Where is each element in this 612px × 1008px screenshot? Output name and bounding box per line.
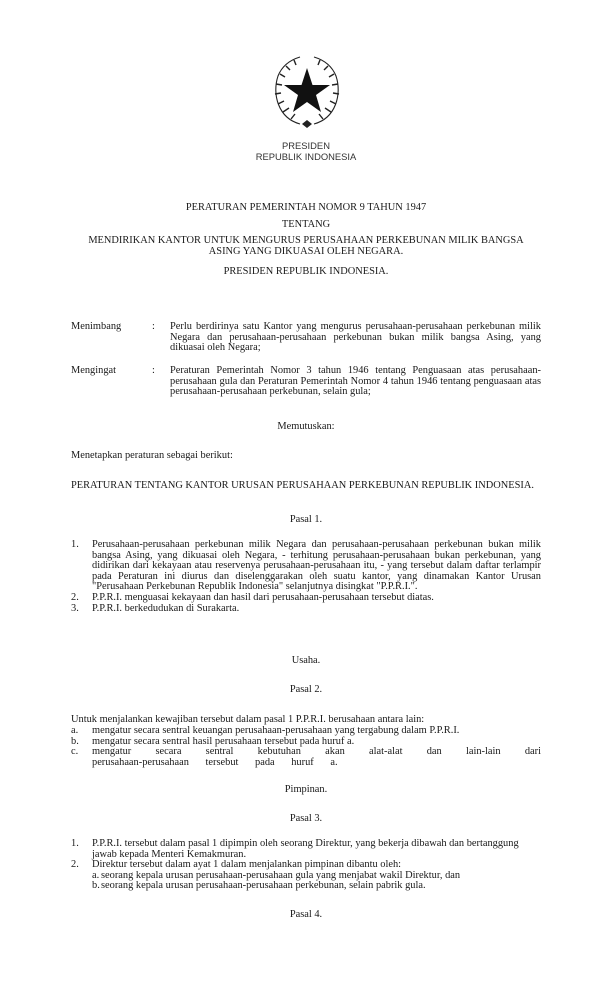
pasal3-list [71, 839, 541, 892]
title-line1: PERATURAN PEMERINTAH NOMOR 9 TAHUN 1947 [185, 202, 427, 213]
section-pimpinan: Pimpinan. [284, 784, 328, 795]
sub-item-text: seorang kepala urusan perusahaan-perusahaan perkebunan, selain pabrik gula. [101, 880, 426, 892]
item-text: P.P.R.I. menguasai kekayaan dan hasil dari perusahaan-perusahaan tersebut diatas. [92, 591, 434, 603]
item-letter: c. [71, 746, 79, 758]
pasal3-heading: Pasal 3. [289, 813, 323, 824]
list-item [71, 747, 541, 768]
item-number: 1. [71, 838, 79, 849]
title-line4: ASING YANG DIKUASAI OLEH NEGARA. [208, 246, 404, 257]
consideration-text: Peraturan Pemerintah Nomor 3 tahun 1946 tentang Penguasaan atas perusahaan-perusahaan gula dan Peraturan Pemerintah Nomor 4 tahun 1946 tentang penguasaan atas perusahaan-perusahaan perkebunan, selain gula; [170, 365, 541, 398]
item-text: mengatur secara sentral keuangan perusahaan-perusahaan yang tergabung dalam P.P.R.I. [92, 725, 460, 736]
section-usaha: Usaha. [291, 655, 321, 666]
list-item [71, 593, 541, 604]
list-item [71, 839, 541, 860]
enact-text: Menetapkan peraturan sebagai berikut: [71, 450, 233, 461]
pasal2-intro: Untuk menjalankan kewajiban tersebut dalam pasal 1 P.P.R.I. berusahaan antara lain: [71, 714, 425, 725]
consideration-menimbang [71, 322, 541, 356]
item-number: 2. [71, 859, 79, 871]
item-text: P.P.R.I. tersebut dalam pasal 1 dipimpin oleh seorang Direktur, yang bekerja dibawah dan bertanggung jawab kepada Menteri Kemakmuran. [92, 838, 519, 860]
sub-item-text: seorang kepala urusan perusahaan-perusahaan gula yang menjabat wakil Direktur, dan [101, 869, 461, 881]
pasal1-list [71, 540, 541, 614]
pasal2-heading: Pasal 2. [289, 684, 323, 695]
item-text: P.P.R.I. berkedudukan di Surakarta. [92, 602, 240, 614]
list-item [71, 726, 541, 737]
item-letter: a. [71, 725, 79, 736]
header-line2: REPUBLIK INDONESIA [255, 151, 357, 162]
sub-item [92, 881, 541, 892]
consideration-label: Mengingat [71, 365, 117, 376]
consideration-label: Menimbang [71, 321, 122, 332]
pasal2-list [71, 726, 541, 768]
item-number: 3. [71, 602, 79, 614]
colon: : [152, 365, 155, 376]
consideration-text: Perlu berdirinya satu Kantor yang mengurus perusahaan-perusahaan perkebunan milik Negara dan perusahaan-perusahaan perkebunan bukan milik bangsa Asing, yang dikuasai oleh Negara; [170, 321, 541, 354]
list-item [71, 604, 541, 615]
regulation-title: PERATURAN TENTANG KANTOR URUSAN PERUSAHAAN PERKEBUNAN REPUBLIK INDONESIA. [71, 480, 534, 491]
sub-item-letter: b. [92, 880, 100, 892]
decision-heading: Memutuskan: [277, 421, 335, 432]
issuer: PRESIDEN REPUBLIK INDONESIA. [223, 266, 389, 277]
item-text: Perusahaan-perusahaan perkebunan milik Negara dan perusahaan-perusahaan perkebunan bukan milik bangsa Asing, yang dikuasai oleh Negara, - terhitung perusahaan-perusahaan bukan perkebunan, yang didirikan dari kekayaan atau reservenya perusahaan-perusahaan itu, - yang tersebut dalam daftar terlampir pada Peraturan ini diurus dan diselenggarakan oleh suatu kantor, yang dinamakan Kantor Urusan "Perusahaan Perkebunan Republik Indonesia" selanjutnya disingkat "P.P.R.I.". [92, 539, 541, 593]
pasal1-heading: Pasal 1. [289, 514, 323, 525]
pasal4-heading: Pasal 4. [289, 909, 323, 920]
item-text: mengatur secara sentral hasil perusahaan tersebut pada huruf a. [92, 735, 355, 747]
title-line2: TENTANG [281, 219, 331, 230]
list-item [71, 540, 541, 593]
item-letter: b. [71, 735, 79, 747]
item-number: 1. [71, 539, 79, 550]
item-text: Direktur tersebut dalam ayat 1 dalam menjalankan pimpinan dibantu oleh: [92, 859, 402, 871]
header-line1: PRESIDEN [282, 140, 330, 151]
item-text: mengatur secara sentral kebutuhan akan alat-alat dan lain-lain dari perusahaan-perusahaan tersebut pada huruf a. [92, 746, 541, 768]
consideration-mengingat [71, 366, 541, 410]
presidential-emblem-icon [270, 54, 344, 130]
colon: : [152, 321, 155, 332]
sub-item-letter: a. [92, 869, 100, 881]
item-number: 2. [71, 591, 79, 603]
title-line3: MENDIRIKAN KANTOR UNTUK MENGURUS PERUSAHAAN PERKEBUNAN MILIK BANGSA [88, 235, 524, 246]
